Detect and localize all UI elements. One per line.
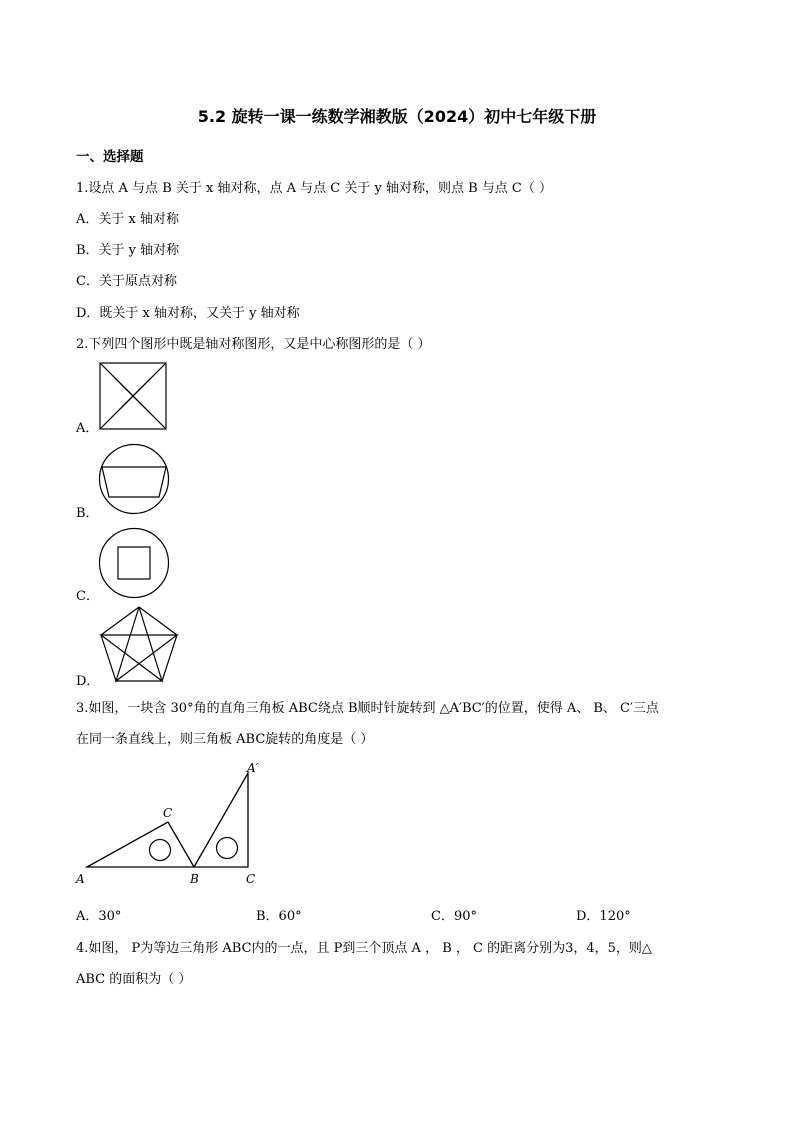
q3-label-c-left: C	[163, 806, 173, 820]
q2-figure-c	[98, 527, 170, 599]
q1-option-a: A．关于 x 轴对称	[76, 212, 179, 227]
q3-stem-line2: 在同一条直线上，则三角板 ABC旋转的角度是（ ）	[76, 732, 374, 747]
q3-triangles-figure	[70, 758, 270, 890]
q3-label-b: B	[190, 872, 199, 886]
q1-option-d: D．既关于 x 轴对称，又关于 y 轴对称	[76, 306, 300, 321]
q2-stem: 2.下列四个图形中既是轴对称图形，又是中心称图形的是（ ）	[76, 337, 431, 352]
q2-label-a: A．	[76, 421, 99, 436]
q2-figure-a	[99, 362, 167, 430]
q3-option-b: B．60°	[256, 909, 302, 924]
section-heading: 一、选择题	[76, 149, 144, 165]
q3-label-a: A	[76, 872, 85, 886]
q4-stem-line1: 4.如图， P为等边三角形 ABC内的一点，且 P到三个顶点 A ， B ， C 的距离分别为3，4，5，则△	[76, 941, 652, 956]
page-title: 5.2 旋转一课一练数学湘教版（2024）初中七年级下册	[197, 107, 597, 126]
q3-option-d: D．120°	[576, 909, 631, 924]
q4-stem-line2: ABC 的面积为（ ）	[76, 972, 192, 987]
q2-label-b: B．	[76, 506, 99, 521]
q3-stem-line1: 3.如图，一块含 30°角的直角三角板 ABC绕点 B顺时针旋转到 △A′BC′的位置，使得 A、 B、 C′三点	[76, 701, 659, 716]
q3-label-a-prime: A′	[247, 761, 259, 775]
q3-label-c-right: C	[246, 872, 256, 886]
q1-stem: 1.设点 A 与点 B 关于 x 轴对称，点 A 与点 C 关于 y 轴对称，则点 B 与点 C（ ）	[76, 181, 552, 196]
q2-label-d: D．	[76, 674, 100, 689]
q1-option-b: B．关于 y 轴对称	[76, 243, 180, 258]
q1-option-c: C．关于原点对称	[76, 274, 177, 289]
q2-figure-d	[98, 605, 180, 683]
q3-option-a: A．30°	[76, 909, 122, 924]
q2-figure-b	[98, 443, 170, 515]
q2-label-c: C．	[76, 589, 99, 604]
q3-option-c: C．90°	[431, 909, 477, 924]
